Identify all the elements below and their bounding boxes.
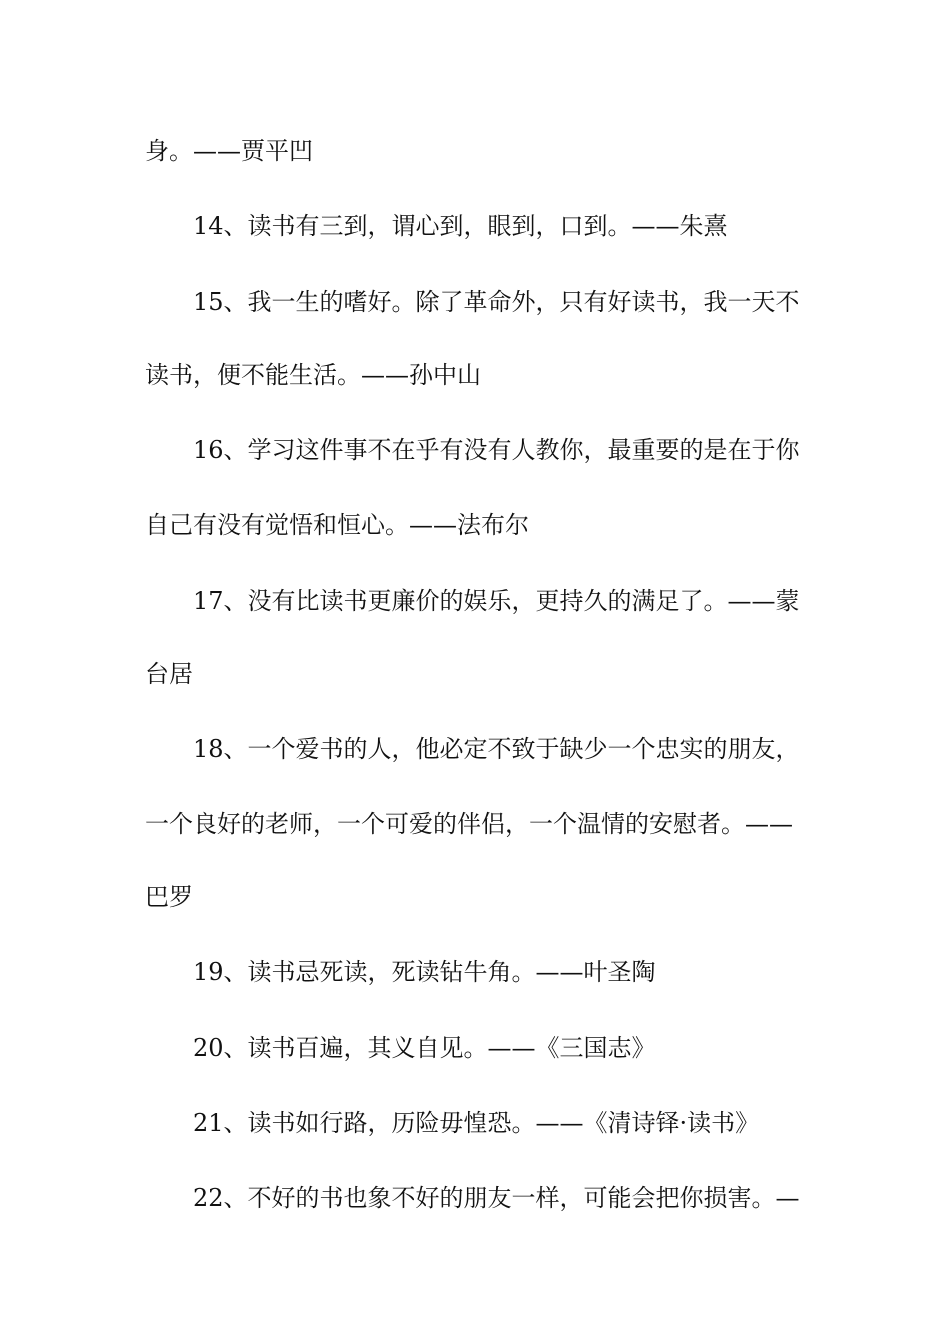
- text-line: 身。——贾平凹: [145, 137, 313, 165]
- text-line: 19、读书忌死读，死读钻牛角。——叶圣陶: [193, 958, 656, 986]
- text-line: 15、我一生的嗜好。除了革命外，只有好读书，我一天不: [193, 288, 800, 316]
- text-line: 台居: [145, 660, 193, 688]
- text-line: 一个良好的老师，一个可爱的伴侣，一个温情的安慰者。——: [145, 810, 793, 838]
- text-line: 21、读书如行路，历险毋惶恐。——《清诗铎·读书》: [193, 1109, 760, 1137]
- text-line: 16、学习这件事不在乎有没有人教你，最重要的是在于你: [193, 436, 800, 464]
- text-line: 17、没有比读书更廉价的娱乐，更持久的满足了。——蒙: [193, 587, 800, 615]
- text-line: 14、读书有三到，谓心到，眼到，口到。——朱熹: [193, 212, 728, 240]
- text-line: 巴罗: [145, 883, 193, 911]
- text-line: 自己有没有觉悟和恒心。——法布尔: [145, 511, 529, 539]
- text-line: 18、一个爱书的人，他必定不致于缺少一个忠实的朋友，: [193, 735, 800, 763]
- text-line: 20、读书百遍，其义自见。——《三国志》: [193, 1034, 656, 1062]
- text-line: 22、不好的书也象不好的朋友一样，可能会把你损害。—: [193, 1184, 800, 1212]
- text-line: 读书，便不能生活。——孙中山: [145, 361, 481, 389]
